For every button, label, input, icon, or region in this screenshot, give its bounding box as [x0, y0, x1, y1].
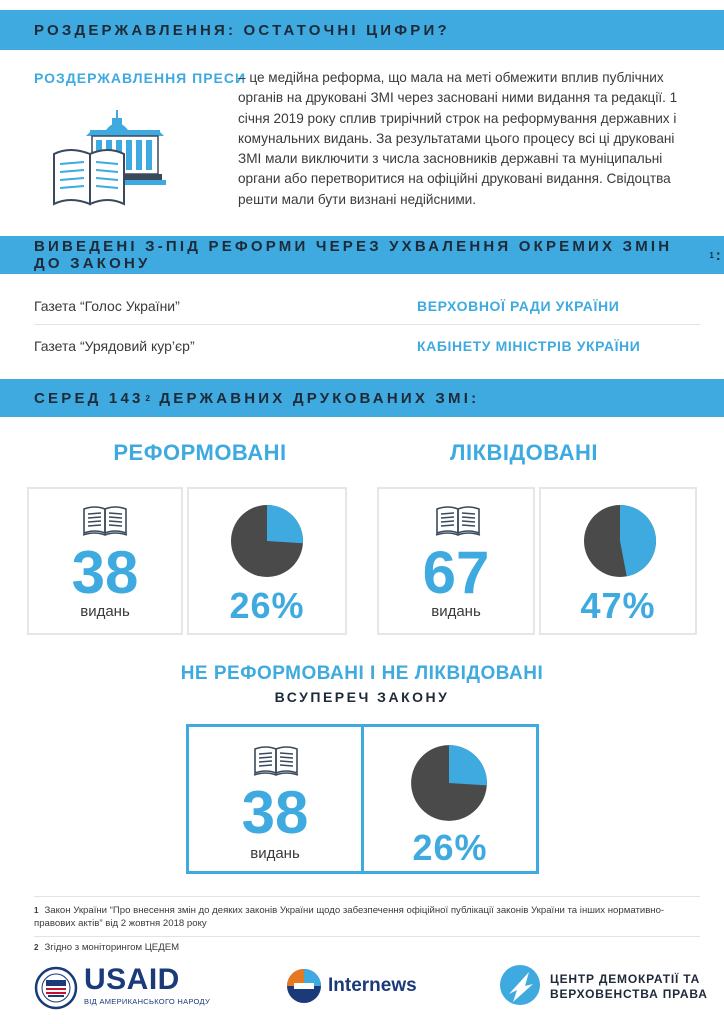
book-icon [81, 505, 129, 537]
cedem-logo [550, 972, 708, 1002]
liquidated-percent-card [539, 487, 697, 635]
usaid-logo: USAID [84, 963, 180, 996]
reformed-percent-card [187, 487, 347, 635]
footnote-mark: 2 [34, 943, 39, 952]
footnote-1 [34, 904, 674, 930]
among-suffix: ДЕРЖАВНИХ ДРУКОВАНИХ ЗМІ: [159, 389, 480, 407]
liquidated-pie [582, 503, 658, 579]
excluded-suffix: : [715, 246, 724, 264]
reformed-title: РЕФОРМОВАНІ [113, 440, 287, 465]
footnote-mark: 1 [709, 250, 714, 260]
internews-logo: Internews [328, 975, 417, 996]
not-reformed-percent-card [361, 724, 539, 874]
not-reformed-count-card [186, 724, 364, 874]
pie-share-slice [449, 745, 487, 785]
footnote-divider [34, 936, 700, 937]
usaid-tagline: ВІД АМЕРИКАНСЬКОГО НАРОДУ [84, 997, 211, 1006]
liquidated-count: 67 [422, 539, 490, 606]
footnote-mark: 1 [34, 906, 39, 915]
header-band [0, 10, 724, 50]
cedem-icon [499, 964, 541, 1006]
footnote-text: Закон України “Про внесення змін до деяких законів України щодо забезпечення офіційної публікації законів України та інших нормативно-правових актів” від 2 жовтня 2018 року [34, 905, 665, 929]
footnote-2 [34, 941, 179, 954]
usaid-seal-icon [34, 966, 78, 1010]
not-reformed-unit: видань [250, 845, 300, 862]
not-reformed-title: НЕ РЕФОРМОВАНІ І НЕ ЛІКВІДОВАНІ [180, 663, 544, 684]
pie-share-slice [620, 505, 656, 576]
cedem-line-2: ВЕРХОВЕНСТВА ПРАВА [550, 987, 708, 1001]
excluded-title: ВИВЕДЕНІ З-ПІД РЕФОРМИ ЧЕРЕЗ УХВАЛЕННЯ ОКРЕМИХ ЗМІН ДО ЗАКОНУ [34, 238, 673, 272]
newspaper-owner: ВЕРХОВНОЇ РАДИ УКРАЇНИ [417, 297, 620, 314]
book-icon [252, 745, 300, 777]
reformed-pie [229, 503, 305, 579]
internews-icon [286, 968, 322, 1004]
among-prefix: СЕРЕД 143 [34, 389, 144, 407]
reformed-percent: 26% [229, 585, 305, 626]
page-title: РОЗДЕРЖАВЛЕННЯ: ОСТАТОЧНІ ЦИФРИ? [34, 21, 450, 39]
liquidated-percent: 47% [580, 585, 656, 626]
newspaper-owner: КАБІНЕТУ МІНІСТРІВ УКРАЇНИ [417, 338, 641, 354]
newspaper-row [34, 287, 700, 325]
newspaper-row [34, 327, 700, 365]
reformed-unit: видань [80, 603, 130, 620]
not-reformed-count: 38 [241, 779, 309, 846]
reformed-count-card [27, 487, 183, 635]
footnote-text: Згідно з моніторингом ЦЕДЕМ [44, 942, 180, 953]
reformed-count: 38 [71, 539, 139, 606]
pie-share-slice [267, 505, 303, 543]
book-icon [434, 505, 482, 537]
cedem-line-1: ЦЕНТР ДЕМОКРАТІЇ ТА [550, 972, 701, 986]
footnote-divider [34, 896, 700, 897]
intro-text: – це медійна реформа, що мала на меті обмежити вплив публічних органів на друковані ЗМІ через засновані ними видання та редакції. 1 січня 2019 року сплив трирічний строк на реформування державних і комунальних видань. За результатами цього процесу всі ці друковані ЗМІ мали виключити з числа засновників державні та муніципальні органи або перетворитися на офіційні друковані видання. Свідоцтва решти мали бути визнані недійсними. [238, 70, 678, 207]
not-reformed-percent: 26% [412, 827, 488, 868]
newspaper-name: Газета “Урядовий кур’єр” [34, 338, 195, 354]
excluded-band [0, 236, 724, 274]
footnote-mark: 2 [145, 393, 150, 403]
liquidated-unit: видань [431, 603, 481, 620]
not-reformed-subtitle: ВСУПЕРЕЧ ЗАКОНУ [274, 689, 450, 705]
among-band [0, 379, 724, 417]
intro-title: РОЗДЕРЖАВЛЕННЯ ПРЕСИ [34, 70, 247, 86]
liquidated-title: ЛІКВІДОВАНІ [450, 440, 598, 465]
newspaper-name: Газета “Голос України” [34, 297, 180, 314]
parliament-book-illustration [50, 108, 185, 208]
liquidated-count-card [377, 487, 535, 635]
not-reformed-pie [409, 743, 489, 823]
